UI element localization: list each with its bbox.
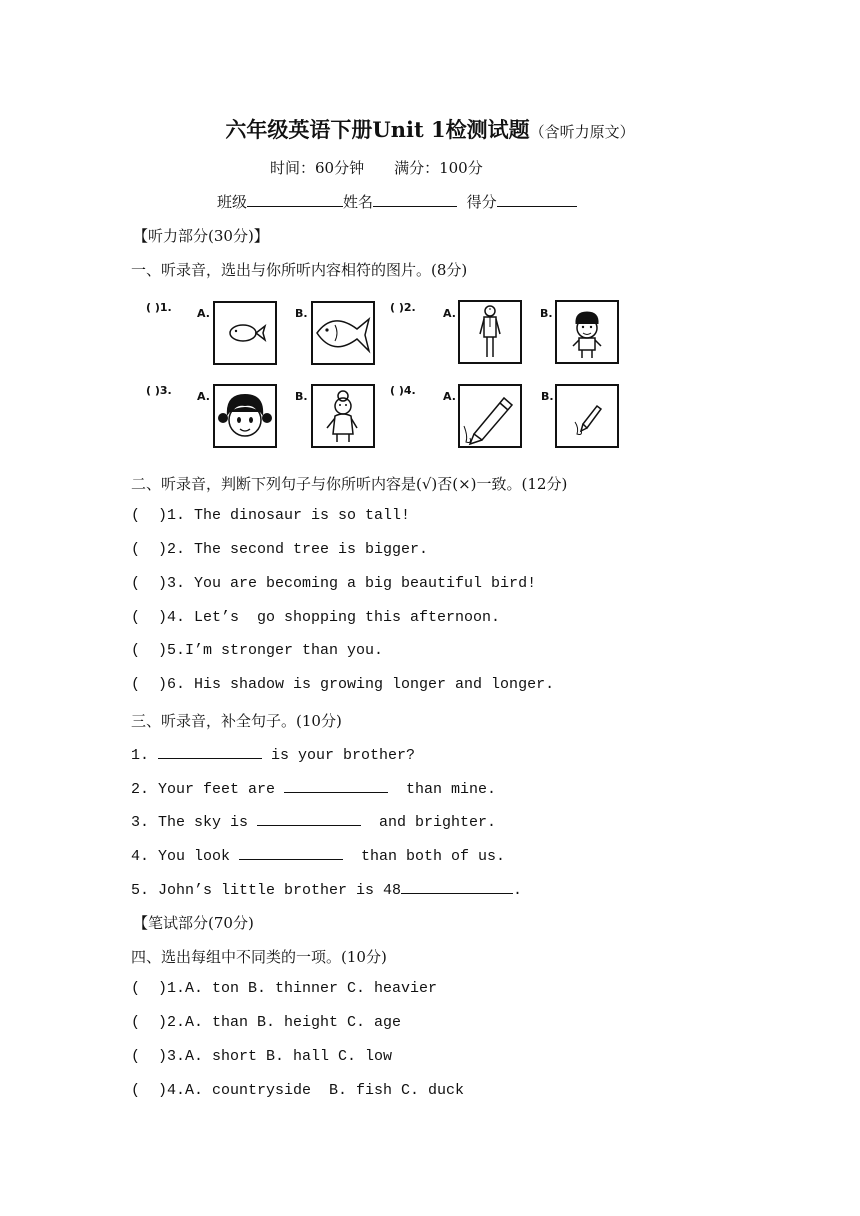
item4-b-picture[interactable] bbox=[555, 384, 619, 448]
small-pencil-icon bbox=[557, 386, 617, 446]
s4-item-2: ( )2.A. than B. height C. age bbox=[131, 1014, 402, 1031]
small-fish-icon bbox=[215, 303, 275, 363]
item3-b-label: B. bbox=[295, 390, 308, 403]
name-label: 姓名 bbox=[343, 193, 374, 211]
item1-a-picture[interactable] bbox=[213, 301, 277, 365]
item1-b-label: B. bbox=[295, 307, 308, 320]
item1-b-picture[interactable] bbox=[311, 301, 375, 365]
s2-item-1: ( )1. The dinosaur is so tall! bbox=[131, 507, 411, 524]
s2-item-6: ( )6. His shadow is growing longer and longer. bbox=[131, 676, 555, 693]
s3-item-1-blank[interactable] bbox=[158, 744, 262, 759]
listening-heading: 【听力部分(30分)】 bbox=[133, 227, 269, 245]
item4-number: ( )4. bbox=[390, 384, 416, 397]
item3-a-picture[interactable] bbox=[213, 384, 277, 448]
s3-item-1-post: is your brother? bbox=[262, 747, 416, 764]
item2-a-picture[interactable] bbox=[458, 300, 522, 364]
s2-item-5: ( )5.I’m stronger than you. bbox=[131, 642, 384, 659]
score-label: 得分 bbox=[466, 193, 497, 211]
s3-item-2-pre: 2. Your feet are bbox=[131, 781, 285, 798]
old-woman-icon bbox=[313, 386, 373, 446]
class-label: 班级 bbox=[217, 193, 248, 211]
s2-item-4: ( )4. Let’s go shopping this afternoon. bbox=[131, 609, 501, 626]
s2-item-2: ( )2. The second tree is bigger. bbox=[131, 541, 429, 558]
item4-b-label: B. bbox=[541, 390, 554, 403]
section4-heading: 四、选出每组中不同类的一项。(10分) bbox=[131, 948, 387, 966]
class-blank[interactable] bbox=[247, 192, 343, 207]
s3-item-5 bbox=[131, 879, 522, 899]
written-heading: 【笔试部分(70分) bbox=[133, 914, 254, 932]
s3-item-1-pre: 1. bbox=[131, 747, 159, 764]
s3-item-3-pre: 3. The sky is bbox=[131, 814, 258, 831]
s4-item-3: ( )3.A. short B. hall C. low bbox=[131, 1048, 393, 1065]
tall-man-icon bbox=[460, 302, 520, 362]
s3-item-3-blank[interactable] bbox=[257, 811, 361, 826]
section1-heading: 一、听录音，选出与你所听内容相符的图片。(8分) bbox=[131, 261, 468, 279]
title-note: （含听力原文） bbox=[529, 123, 635, 141]
s4-item-1: ( )1.A. ton B. thinner C. heavier bbox=[131, 980, 438, 997]
big-pencil-icon bbox=[460, 386, 520, 446]
title-main: 六年级英语下册Unit 1检测试题 bbox=[225, 117, 530, 142]
item4-a-label: A. bbox=[443, 390, 456, 403]
page-title bbox=[0, 114, 860, 144]
s3-item-3-post: and brighter. bbox=[361, 814, 497, 831]
name-blank[interactable] bbox=[373, 192, 457, 207]
s3-item-4 bbox=[131, 845, 505, 865]
s3-item-4-pre: 4. You look bbox=[131, 848, 240, 865]
item3-number: ( )3. bbox=[146, 384, 172, 397]
s3-item-2-blank[interactable] bbox=[284, 778, 388, 793]
s3-item-1 bbox=[131, 744, 415, 764]
item3-a-label: A. bbox=[197, 390, 210, 403]
score-blank[interactable] bbox=[497, 192, 577, 207]
short-boy-icon bbox=[557, 302, 617, 362]
exam-meta: 时间：60分钟 满分：100分 bbox=[270, 159, 483, 177]
s3-item-2 bbox=[131, 778, 496, 798]
s3-item-2-post: than mine. bbox=[388, 781, 497, 798]
item1-number: ( )1. bbox=[146, 301, 172, 314]
s3-item-5-blank[interactable] bbox=[401, 879, 513, 894]
item4-a-picture[interactable] bbox=[458, 384, 522, 448]
s4-item-4: ( )4.A. countryside B. fish C. duck bbox=[131, 1082, 465, 1099]
item2-b-picture[interactable] bbox=[555, 300, 619, 364]
big-fish-icon bbox=[313, 303, 373, 363]
item2-b-label: B. bbox=[540, 307, 553, 320]
item2-number: ( )2. bbox=[390, 301, 416, 314]
s3-item-4-post: than both of us. bbox=[343, 848, 506, 865]
s3-item-5-pre: 5. John’s little brother is 48 bbox=[131, 882, 402, 899]
student-info-line bbox=[217, 191, 577, 212]
s3-item-4-blank[interactable] bbox=[239, 845, 343, 860]
s2-item-3: ( )3. You are becoming a big beautiful bird! bbox=[131, 575, 537, 592]
item2-a-label: A. bbox=[443, 307, 456, 320]
section3-heading: 三、听录音，补全句子。(10分) bbox=[131, 712, 342, 730]
item1-a-label: A. bbox=[197, 307, 210, 320]
section2-heading: 二、听录音，判断下列句子与你所听内容是(√)否(×)一致。(12分) bbox=[131, 475, 568, 493]
item3-b-picture[interactable] bbox=[311, 384, 375, 448]
girl-face-icon bbox=[215, 386, 275, 446]
s3-item-3 bbox=[131, 811, 496, 831]
s3-item-5-post: . bbox=[513, 882, 523, 899]
